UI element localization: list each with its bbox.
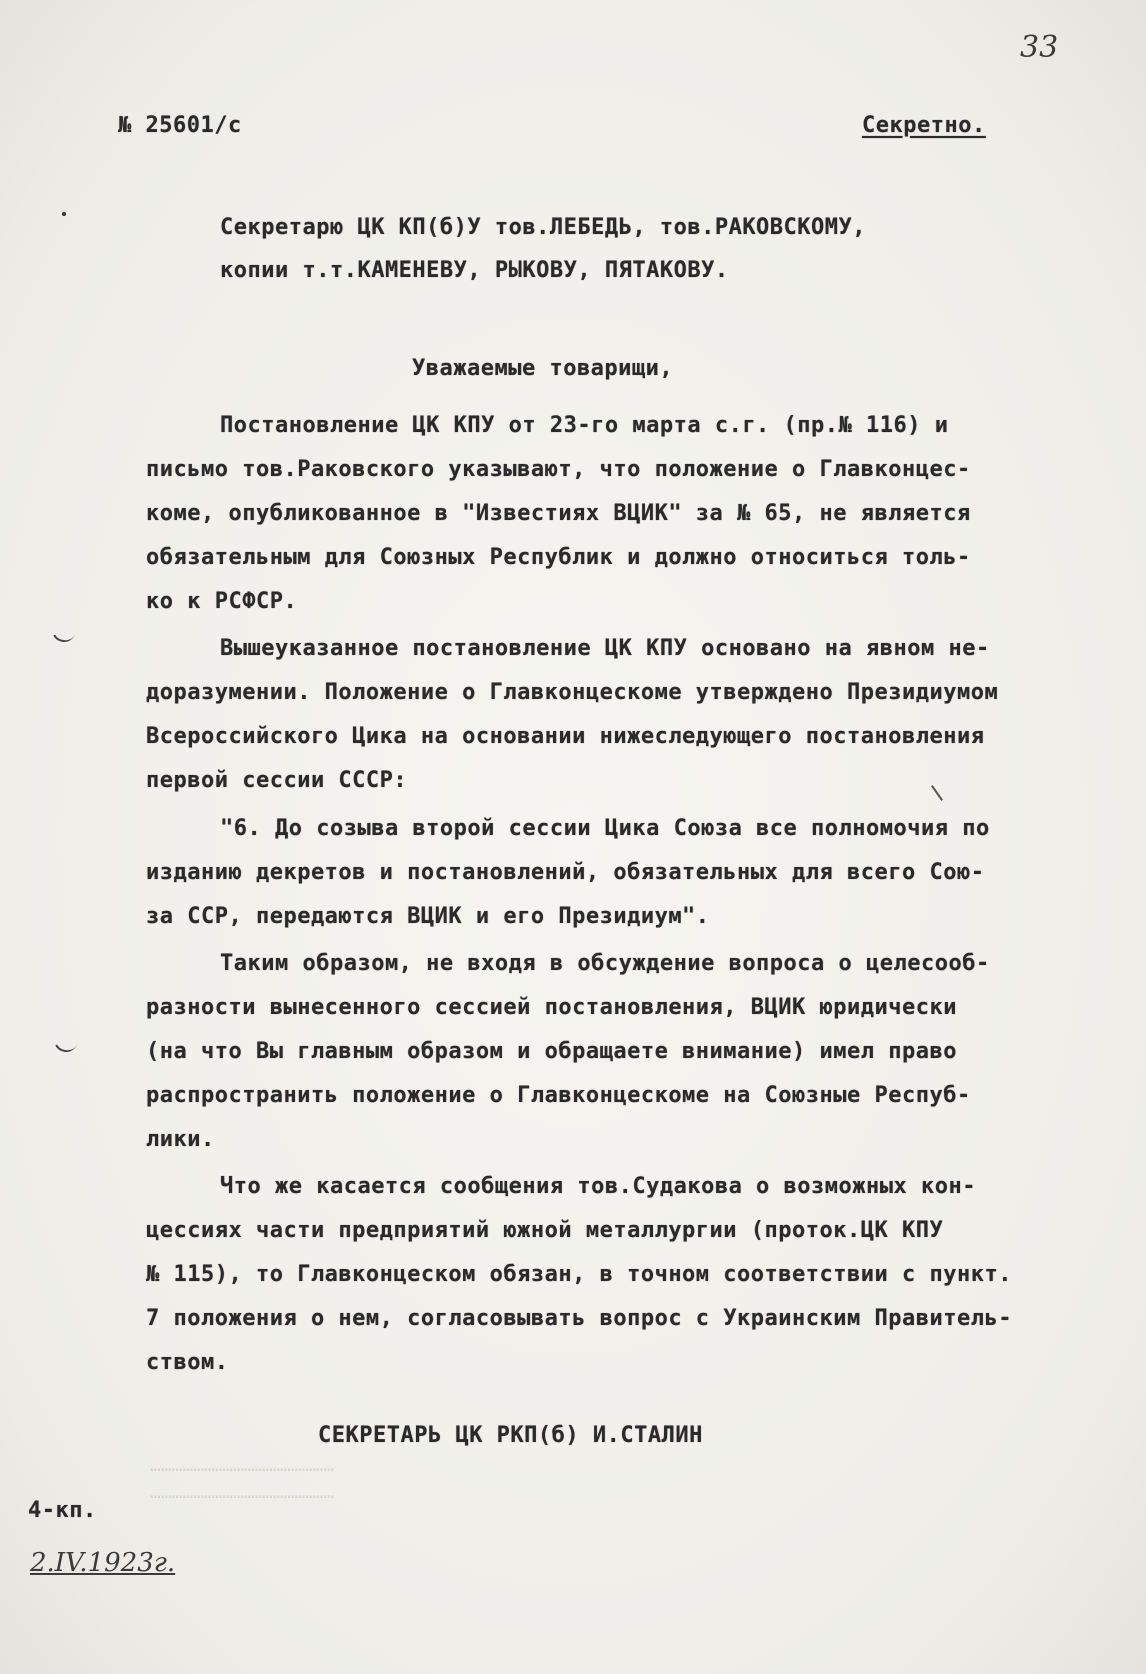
body-line: "6. До созыва второй сессии Цика Союза все полномочия по: [220, 816, 990, 841]
body-line: цессиях части предприятий южной металлургии (проток.ЦК КПУ: [146, 1218, 944, 1243]
body-line: 7 положения о нем, согласовывать вопрос с Украинским Правитель-: [146, 1306, 1012, 1331]
classification-stamp: Секретно.: [862, 113, 986, 138]
salutation: Уважаемые товарищи,: [412, 356, 674, 381]
body-line: Постановление ЦК КПУ от 23-го марта с.г. (пр.№ 116) и: [220, 413, 949, 438]
body-line: разности вынесенного сессией постановления, ВЦИК юридически: [146, 995, 957, 1020]
body-line: коме, опубликованное в "Известиях ВЦИК" за № 65, не является: [146, 501, 971, 526]
page-number: 33: [1020, 30, 1059, 65]
margin-check-mark: [51, 1025, 81, 1055]
body-line: Что же касается сообщения тов.Судакова о возможных кон-: [220, 1174, 976, 1199]
body-line: за ССР, передаются ВЦИК и его Президиум".: [146, 904, 710, 929]
body-line: ко к РСФСР.: [146, 589, 298, 614]
body-line: (на что Вы главным образом и обращаете внимание) имел право: [146, 1039, 957, 1064]
body-line: Всероссийского Цика на основании нижеследующего постановления: [146, 724, 985, 749]
body-line: письмо тов.Раковского указывают, что положение о Главконцес-: [146, 457, 971, 482]
document-number: № 25601/с: [118, 113, 242, 138]
body-line: доразумении. Положение о Главконцескоме утверждено Президиумом: [146, 680, 999, 705]
body-line: распространить положение о Главконцескоме на Союзные Респуб-: [146, 1083, 971, 1108]
body-line: Вышеуказанное постановление ЦК КПУ основано на явном не-: [220, 636, 990, 661]
body-line: лики.: [146, 1127, 215, 1152]
bleed-through-shadow: ……………………………………………: [150, 1455, 335, 1476]
body-line: первой сессии СССР:: [146, 768, 408, 793]
margin-dot: [62, 212, 66, 216]
addressee-line-1: Секретарю ЦК КП(б)У тов.ЛЕБЕДЬ, тов.РАКОВСКОМУ,: [220, 215, 867, 240]
margin-tick: [931, 785, 943, 801]
body-line: Таким образом, не входя в обсуждение вопроса о целесооб-: [220, 951, 990, 976]
signature-line: СЕКРЕТАРЬ ЦК РКП(б) И.СТАЛИН: [318, 1423, 703, 1448]
handwritten-date: 2.IV.1923г.: [30, 1548, 176, 1578]
body-line: обязательным для Союзных Республик и должно относиться толь-: [146, 545, 971, 570]
body-line: изданию декретов и постановлений, обязательных для всего Сою-: [146, 860, 985, 885]
body-line: ством.: [146, 1350, 229, 1375]
bleed-through-shadow: ……………………………………………: [150, 1482, 335, 1503]
margin-check-mark: [49, 615, 79, 645]
addressee-line-2: копии т.т.КАМЕНЕВУ, РЫКОВУ, ПЯТАКОВУ.: [220, 258, 729, 283]
body-line: № 115), то Главконцеском обязан, в точном соответствии с пункт.: [146, 1262, 1012, 1287]
copies-note: 4-кп.: [28, 1498, 97, 1523]
